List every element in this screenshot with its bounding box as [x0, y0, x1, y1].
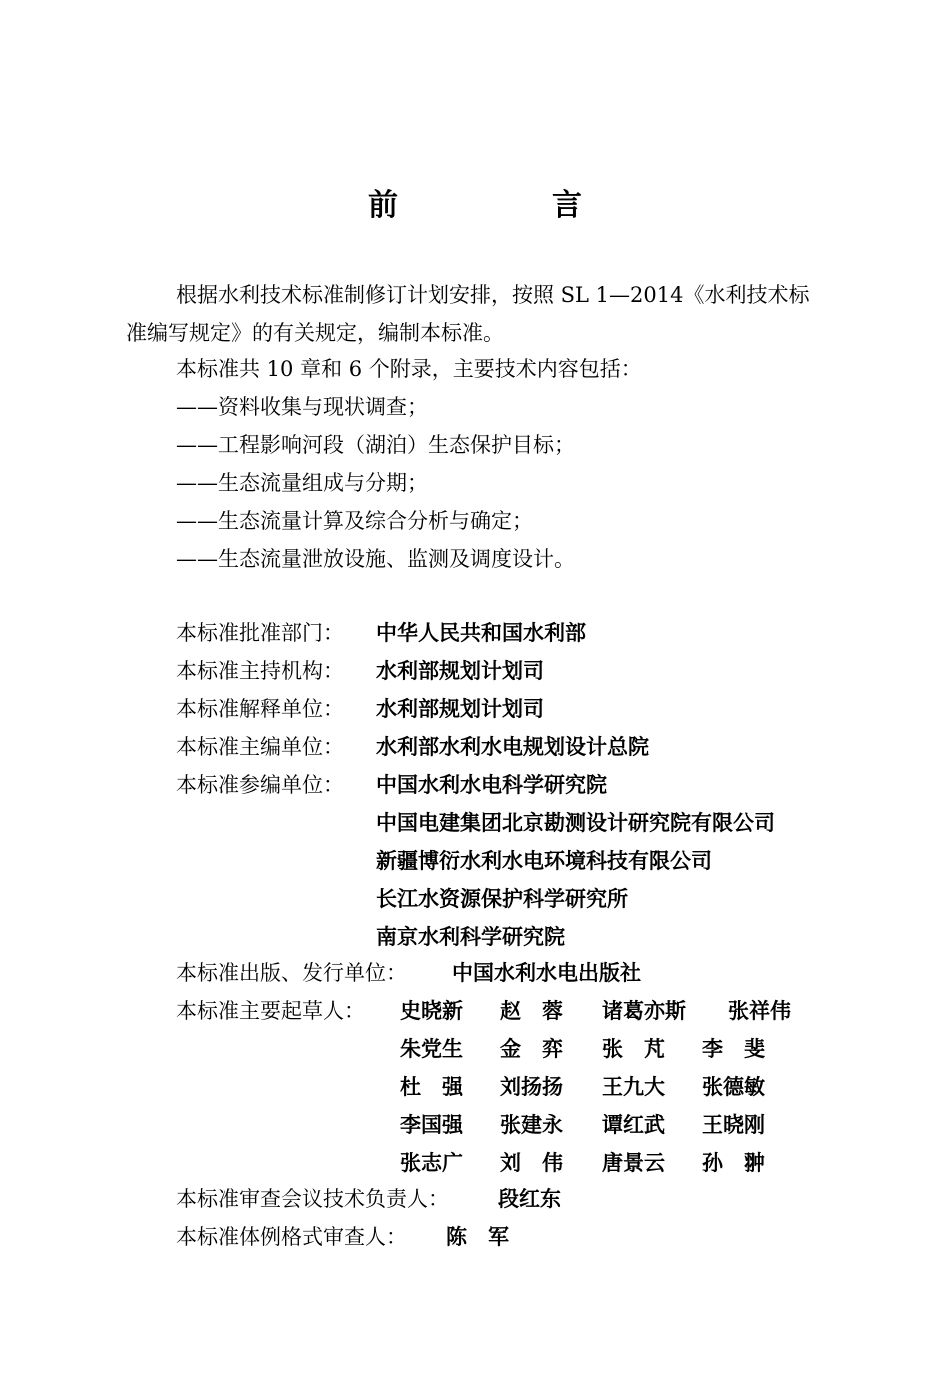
host-label: 本标准主持机构：	[176, 659, 344, 683]
contents-item: ——生态流量泄放设施、监测及调度设计。	[176, 547, 575, 571]
intro-paragraph: 根据水利技术标准制修订计划安排，按照 SL 1—2014《水利技术标准编写规定》的有关规定，编制本标准。	[126, 283, 810, 345]
drafter-name: 李 斐	[702, 1037, 765, 1061]
drafter-name: 唐景云	[602, 1151, 665, 1175]
review-label: 本标准审查会议技术负责人：	[176, 1187, 449, 1211]
chief-editor-label: 本标准主编单位：	[176, 735, 344, 759]
drafter-name: 李国强	[400, 1113, 463, 1137]
drafter-name: 王九大	[602, 1075, 665, 1099]
drafter-name: 杜 强	[400, 1075, 463, 1099]
format-review-value: 陈 军	[446, 1225, 509, 1249]
interpret-value: 水利部规划计划司	[376, 697, 544, 721]
drafters-label: 本标准主要起草人：	[176, 999, 365, 1023]
interpret-label: 本标准解释单位：	[176, 697, 344, 721]
review-value: 段红东	[498, 1187, 561, 1211]
drafter-name: 张志广	[400, 1151, 463, 1175]
drafter-name: 赵 蓉	[500, 999, 563, 1023]
drafter-name: 刘 伟	[500, 1151, 563, 1175]
drafter-name: 张祥伟	[728, 999, 791, 1023]
drafter-name: 金 弈	[500, 1037, 563, 1061]
page-title: 前 言	[368, 188, 644, 223]
format-review-label: 本标准体例格式审查人：	[176, 1225, 407, 1249]
contents-intro: 本标准共 10 章和 6 个附录，主要技术内容包括：	[176, 357, 642, 381]
participating-unit: 长江水资源保护科学研究所	[376, 887, 628, 911]
contents-item: ——生态流量计算及综合分析与确定；	[176, 509, 533, 533]
participating-unit: 中国水利水电科学研究院	[376, 773, 607, 797]
contents-item: ——生态流量组成与分期；	[176, 471, 428, 495]
drafter-name: 孙 翀	[702, 1151, 765, 1175]
approval-label: 本标准批准部门：	[176, 621, 344, 645]
participating-unit: 南京水利科学研究院	[376, 925, 565, 949]
drafter-name: 朱党生	[400, 1037, 463, 1061]
drafter-name: 史晓新	[400, 999, 463, 1023]
contents-item: ——资料收集与现状调查；	[176, 395, 428, 419]
participating-unit: 新疆博衍水利水电环境科技有限公司	[376, 849, 712, 873]
participating-unit: 中国电建集团北京勘测设计研究院有限公司	[376, 811, 775, 835]
drafter-name: 诸葛亦斯	[602, 999, 686, 1023]
chief-editor-value: 水利部水利水电规划设计总院	[376, 735, 649, 759]
drafter-name: 张建永	[500, 1113, 563, 1137]
drafter-name: 张 芃	[602, 1037, 665, 1061]
contents-item: ——工程影响河段（湖泊）生态保护目标；	[176, 433, 575, 457]
approval-value: 中华人民共和国水利部	[376, 621, 586, 645]
participating-label: 本标准参编单位：	[176, 773, 344, 797]
drafter-name: 刘扬扬	[500, 1075, 563, 1099]
drafter-name: 张德敏	[702, 1075, 765, 1099]
publisher-label: 本标准出版、发行单位：	[176, 961, 407, 985]
drafter-name: 王晓刚	[702, 1113, 765, 1137]
host-value: 水利部规划计划司	[376, 659, 544, 683]
publisher-value: 中国水利水电出版社	[452, 961, 641, 985]
drafter-name: 谭红武	[602, 1113, 665, 1137]
